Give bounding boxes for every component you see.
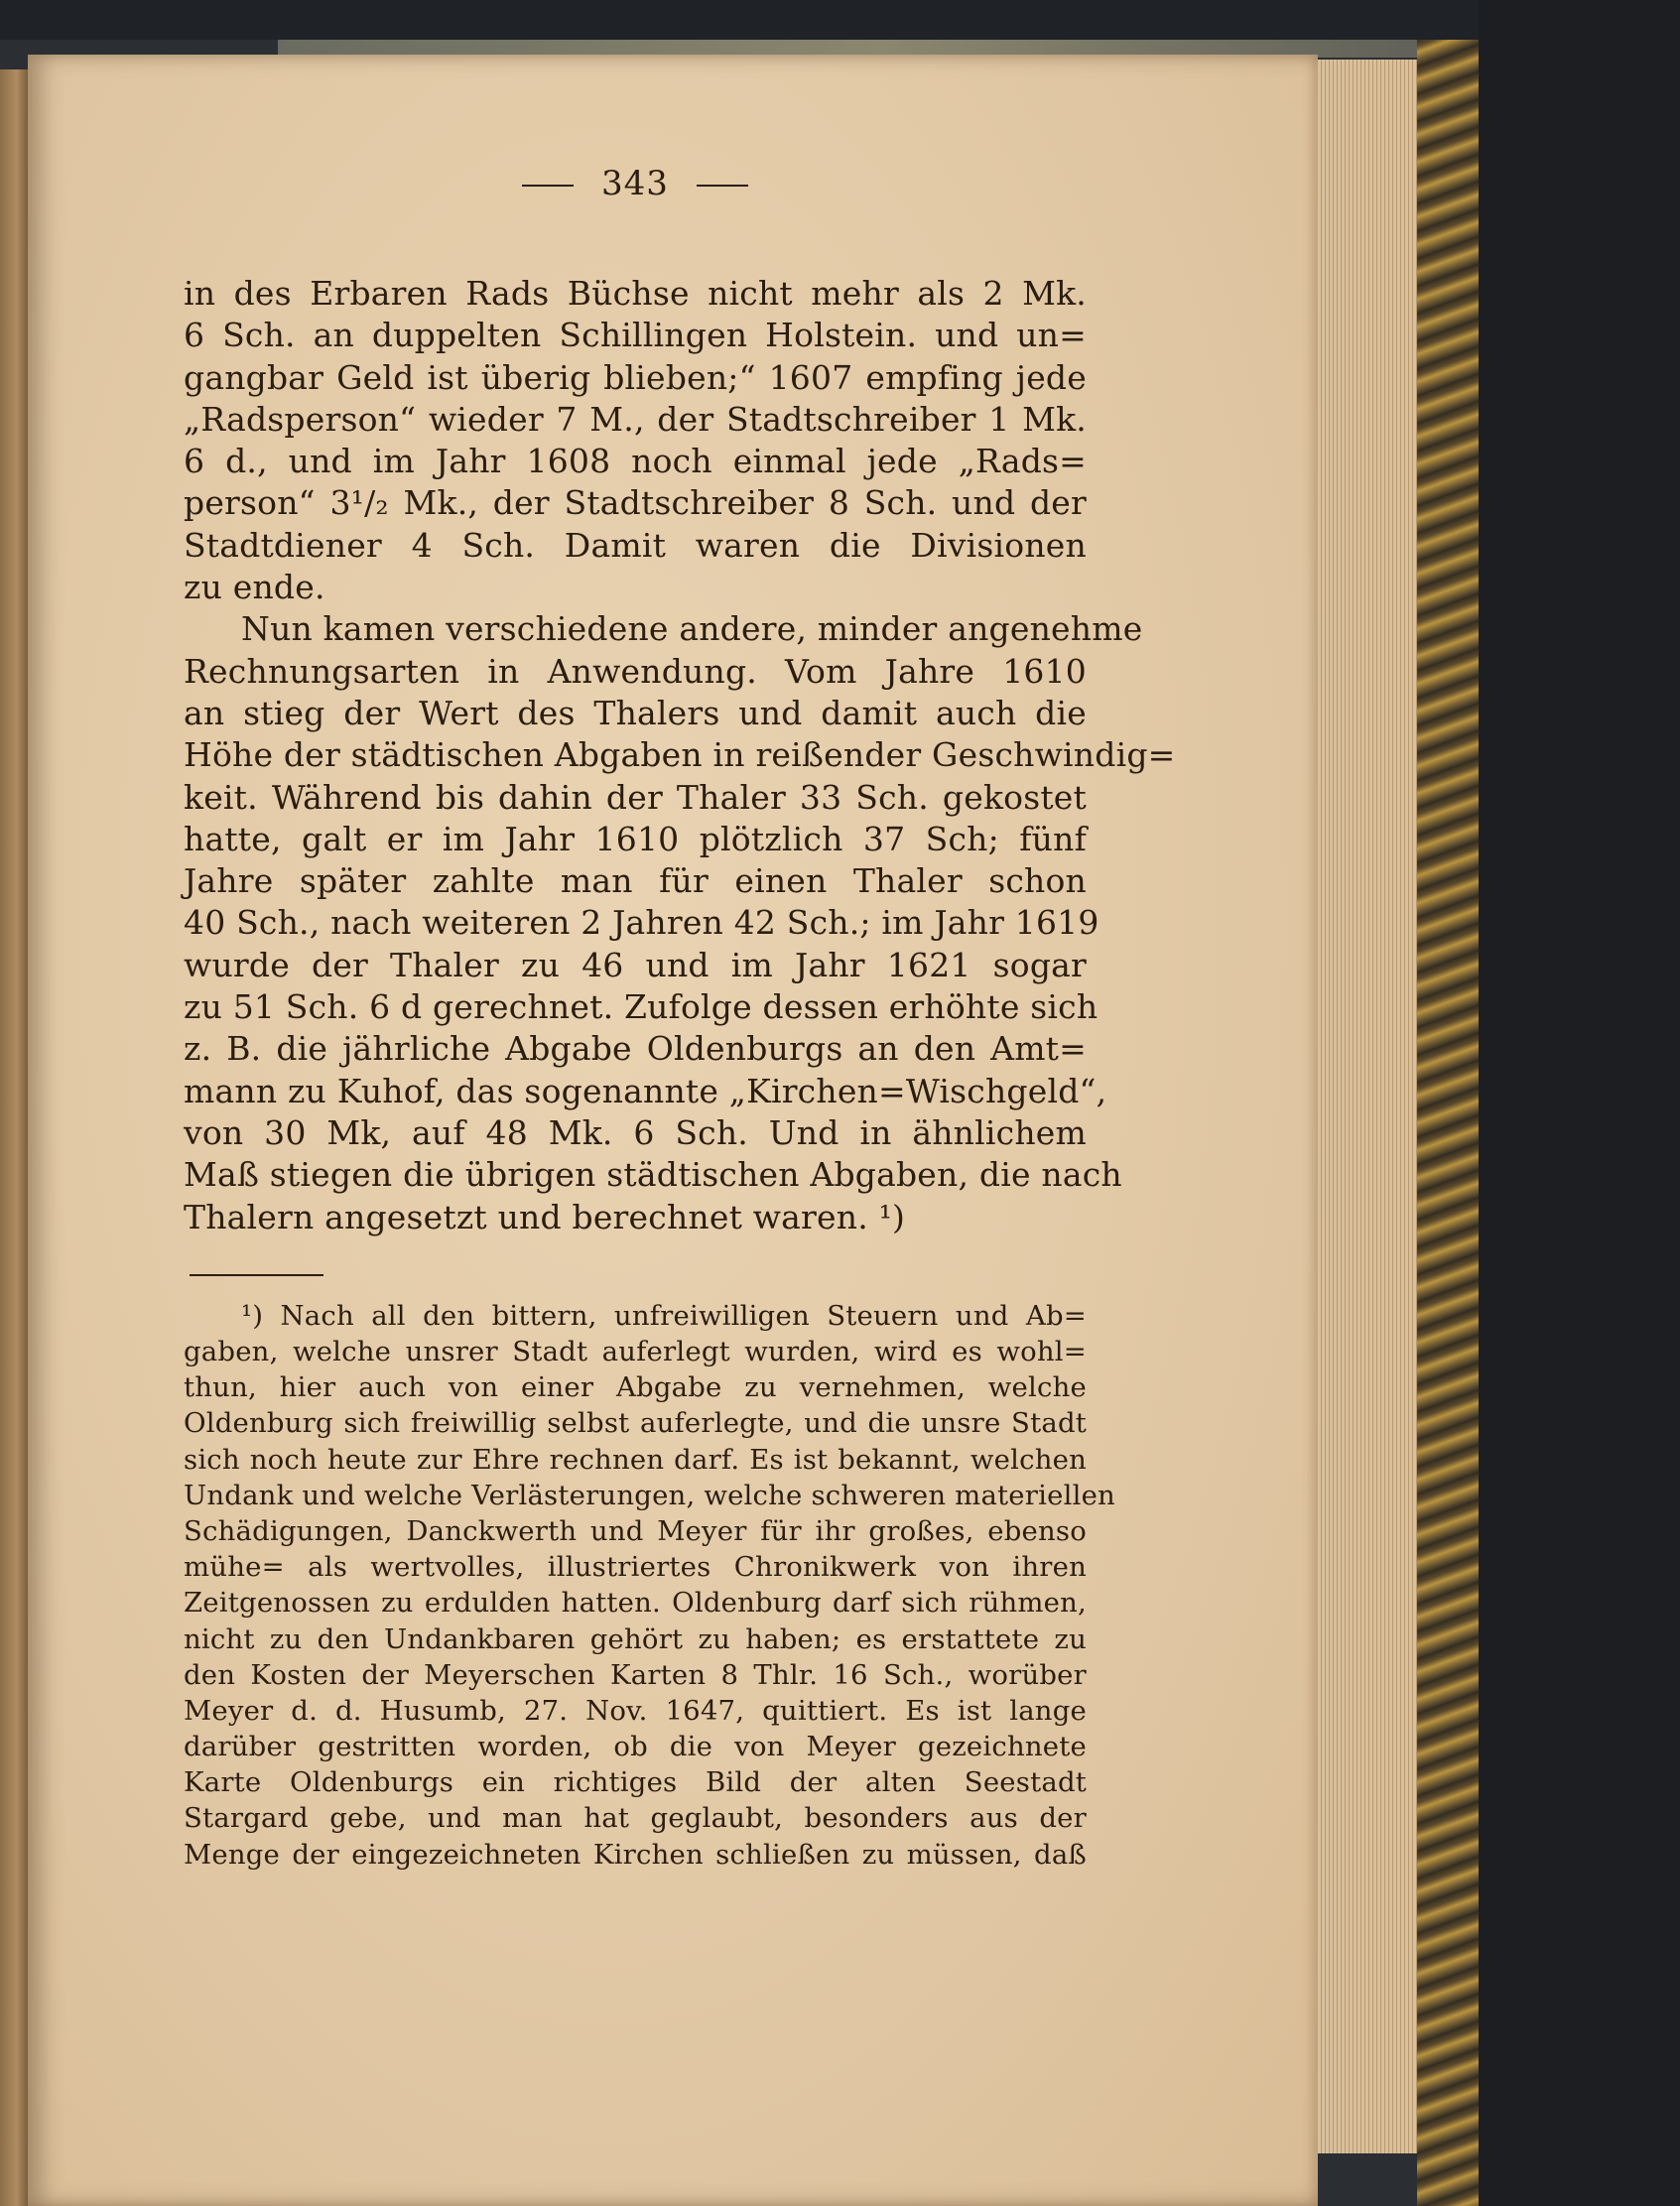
footnote-line: Menge der eingezeichneten Kirchen schließen zu müssen, daß	[184, 1838, 1087, 1871]
body-line: 6 Sch. an duppelten Schillingen Holstein. und un=	[184, 316, 1087, 355]
footnote-line: Stargard gebe, und man hat geglaubt, besonders aus der	[184, 1802, 1087, 1835]
body-line: zu ende.	[184, 568, 325, 607]
background-cloth	[1479, 0, 1680, 2206]
footnote-line: Oldenburg sich freiwillig selbst auferlegte, und die unsre Stadt	[184, 1407, 1087, 1440]
body-line: hatte, galt er im Jahr 1610 plötzlich 37 Sch; fünf	[184, 819, 1087, 858]
footnote-line: nicht zu den Undankbaren gehört zu haben; es erstattete zu	[184, 1622, 1087, 1655]
page-edges	[1318, 60, 1417, 2153]
body-line: von 30 Mk, auf 48 Mk. 6 Sch. Und in ähnlichem	[184, 1112, 1087, 1152]
body-line: keit. Während bis dahin der Thaler 33 Sch. gekostet	[184, 777, 1087, 817]
body-line: „Radsperson“ wieder 7 M., der Stadtschreiber 1 Mk.	[184, 399, 1087, 439]
footnote-line: Zeitgenossen zu erdulden hatten. Oldenburg darf sich rühmen,	[184, 1587, 1087, 1620]
footnote-line: thun, hier auch von einer Abgabe zu vernehmen, welche	[184, 1371, 1087, 1404]
page-number: 343	[601, 164, 669, 203]
body-line: Rechnungsarten in Anwendung. Vom Jahre 1610	[184, 651, 1087, 691]
body-line: gangbar Geld ist überig blieben;“ 1607 empfing jede	[184, 357, 1087, 397]
body-line: Jahre später zahlte man für einen Thaler schon	[184, 861, 1087, 901]
marbled-cover	[1417, 40, 1479, 2206]
footnote	[184, 1298, 1115, 1873]
footnote-line: Meyer d. d. Husumb, 27. Nov. 1647, quittiert. Es ist lange	[184, 1694, 1087, 1727]
body-line: wurde der Thaler zu 46 und im Jahr 1621 sogar	[184, 945, 1087, 984]
body-line: Thalern angesetzt und berechnet waren. ¹)	[184, 1197, 906, 1236]
body-text	[184, 273, 1176, 1238]
header-dash-right	[697, 185, 748, 187]
body-line: Stadtdiener 4 Sch. Damit waren die Divisionen	[184, 525, 1087, 565]
footnote-line: sich noch heute zur Ehre rechnen darf. Es ist bekannt, welchen	[184, 1443, 1087, 1476]
footnote-line: darüber gestritten worden, ob die von Meyer gezeichnete	[184, 1731, 1087, 1763]
footnote-line: gaben, welche unsrer Stadt auferlegt wurden, wird es wohl=	[184, 1336, 1087, 1368]
body-line: Nun kamen verschiedene andere, minder angenehme	[241, 609, 1143, 649]
page-header	[184, 149, 1087, 218]
body-line: 40 Sch., nach weiteren 2 Jahren 42 Sch.; im Jahr 1619	[184, 903, 1099, 943]
footnote-line: Schädigungen, Danckwerth und Meyer für ihr großes, ebenso	[184, 1514, 1087, 1547]
body-line: in des Erbaren Rads Büchse nicht mehr als 2 Mk.	[184, 274, 1087, 313]
header-dash-left	[522, 185, 574, 187]
body-line: person“ 3¹/₂ Mk., der Stadtschreiber 8 Sch. und der	[184, 483, 1087, 523]
body-line: 6 d., und im Jahr 1608 noch einmal jede „Rads=	[184, 442, 1087, 481]
footnote-rule	[190, 1274, 323, 1276]
body-line: an stieg der Wert des Thalers und damit auch die	[184, 693, 1087, 732]
body-line: z. B. die jährliche Abgabe Oldenburgs an den Amt=	[184, 1029, 1087, 1069]
body-line: Höhe der städtischen Abgaben in reißender Geschwindig=	[184, 735, 1176, 775]
body-line: mann zu Kuhof, das sogenannte „Kirchen=Wischgeld“,	[184, 1071, 1107, 1110]
footnote-line: Undank und welche Verlästerungen, welche schweren materiellen	[184, 1479, 1115, 1511]
body-line: Maß stiegen die übrigen städtischen Abgaben, die nach	[184, 1155, 1122, 1195]
footnote-line: mühe= als wertvolles, illustriertes Chronikwerk von ihren	[184, 1551, 1087, 1584]
left-page-edge	[0, 69, 28, 2206]
body-line: zu 51 Sch. 6 d gerechnet. Zufolge dessen erhöhte sich	[184, 987, 1098, 1027]
footnote-line: ¹) Nach all den bittern, unfreiwilligen Steuern und Ab=	[241, 1299, 1087, 1332]
page-text	[184, 149, 1176, 1873]
footnote-line: den Kosten der Meyerschen Karten 8 Thlr. 16 Sch., worüber	[184, 1658, 1087, 1691]
footnote-line: Karte Oldenburgs ein richtiges Bild der alten Seestadt	[184, 1766, 1087, 1799]
